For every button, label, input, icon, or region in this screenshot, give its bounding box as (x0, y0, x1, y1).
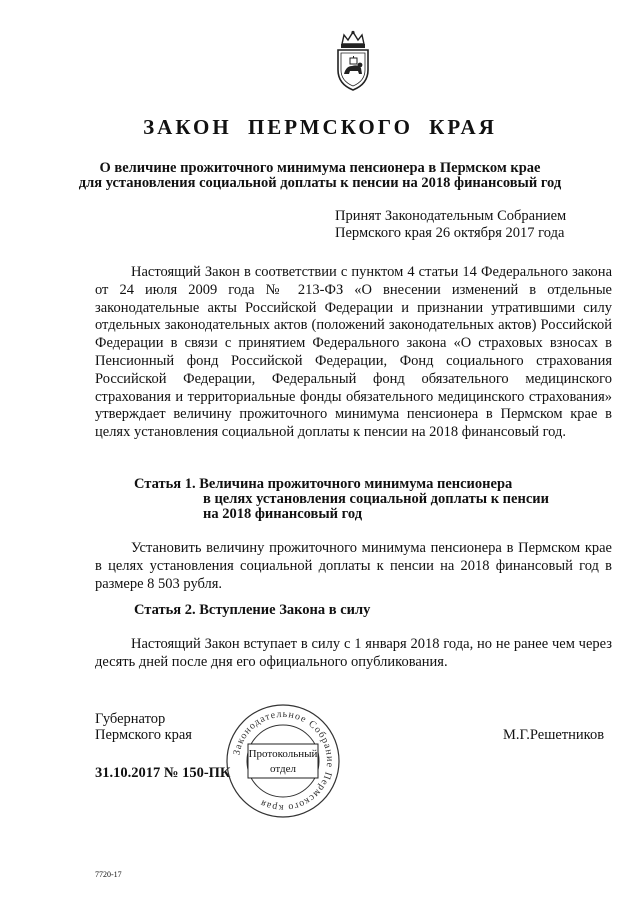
protocol-department-stamp (224, 702, 342, 820)
article-2-heading: Статья 2. Вступление Закона в силу (134, 602, 371, 618)
article-1-text: Установить величину прожиточного минимума пенсионера в Пермском крае в целях установления социальной доплаты к пенсии на 2018 финансовый год в размере 8 503 рубля. (95, 540, 612, 592)
article-1-paragraph (95, 540, 612, 593)
article-1-heading-line-1: Статья 1. Величина прожиточного минимума пенсионера (134, 476, 513, 492)
preamble-text: Настоящий Закон в соответствии с пунктом 4 статьи 14 Федерального закона от 24 июля 2009 года № 213-ФЗ «О внесении изменений в отдельные законодательные акты Российской Федерации и признании утратившими силу отдельных законодательных актов (положений законодательных актов) Российской Федерации в связи с принятием Федерального закона «О страховых взносах в Пенсионный фонд Российской Федерации, Фонд социального страхования Российской Федерации, Федеральный фонд обязательного медицинского страхования и территориальные фонды обязательного медицинского страхования» утверждает величину прожиточного минимума пенсионера в Пермском крае в целях установления социальной доплаты к пенсии на 2018 финансовый год. (95, 264, 612, 441)
governor-title-line-1: Губернатор (95, 711, 166, 727)
document-code: 7720-17 (95, 870, 122, 879)
law-subtitle-line-1: О величине прожиточного минимума пенсионера в Пермском крае (99, 160, 541, 176)
article-1-heading-line-2: в целях установления социальной доплаты к пенсии (203, 491, 549, 507)
preamble-paragraph (95, 264, 612, 442)
stamp-inner-line-1: Протокольный (248, 748, 318, 760)
stamp-ring-text: Законодательное Собрание Пермского края (231, 708, 336, 814)
article-1-heading-line-3: на 2018 финансовый год (203, 506, 363, 522)
governor-title-line-2: Пермского края (95, 727, 192, 743)
governor-name: М.Г.Решетников (503, 727, 605, 743)
law-subtitle-line-2: для установления социальной доплаты к пенсии на 2018 финансовый год (78, 175, 562, 191)
law-title: ЗАКОН ПЕРМСКОГО КРАЯ (143, 115, 497, 139)
law-date-and-number: 31.10.2017 № 150-ПК (95, 765, 231, 781)
article-2-paragraph (95, 636, 612, 672)
perm-krai-emblem-icon (332, 30, 374, 92)
stamp-inner-line-2: отдел (270, 763, 296, 775)
article-2-text: Настоящий Закон вступает в силу с 1 января 2018 года, но не ранее чем через десять дней после дня его официального опубликования. (95, 636, 612, 670)
adoption-line-2: Пермского края 26 октября 2017 года (335, 225, 565, 241)
adoption-line-1: Принят Законодательным Собранием (335, 208, 567, 224)
